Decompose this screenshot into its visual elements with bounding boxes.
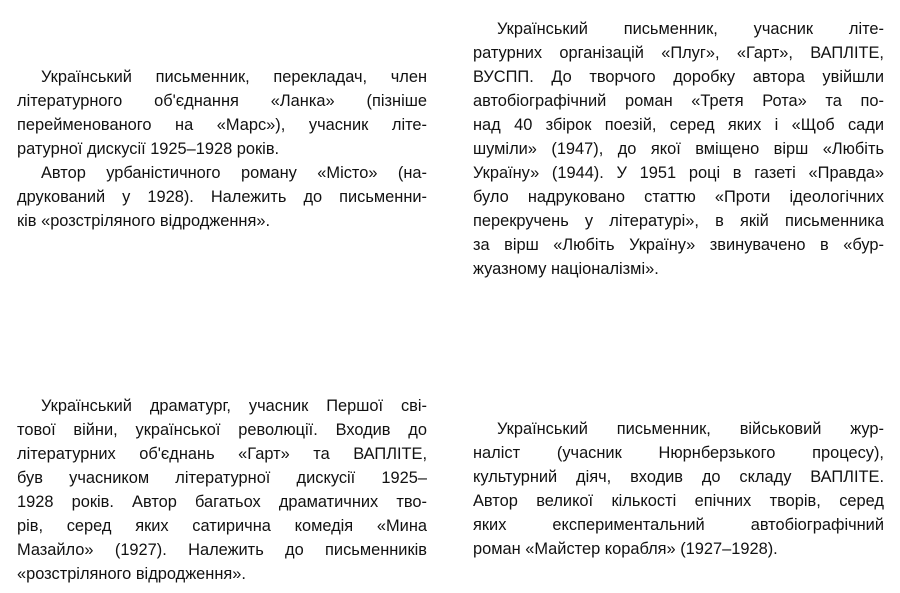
bio-line: Автор великої кількості епічних творів, серед [473,492,884,510]
bio-line: ратурних організацій «Плуг», «Гарт», ВАПЛІТЕ, [473,44,884,62]
bio-line: рів, серед яких сатирична комедія «Мина [17,517,427,535]
bio-line: Мазайло» (1927). Належить до письменників [17,541,427,559]
bio-line: Український письменник, перекладач, член [41,68,427,86]
bio-line: Український письменник, учасник літе- [497,20,884,38]
bio-line: жуазному націоналізмі». [473,260,659,278]
bio-line: над 40 збірок поезій, серед яких і «Щоб сади [473,116,884,134]
bio-line: ВУСПП. До творчого доробку автора увійшли [473,68,884,86]
bio-line: було надруковано статтю «Проти ідеологічних [473,188,884,206]
bio-line: тової війни, української революції. Входив до [17,421,427,439]
bio-line: культурний діяч, входив до складу ВАПЛІТЕ. [473,468,884,486]
bio-line: яких експериментальний автобіографічний [473,516,884,534]
bio-line: Український письменник, військовий жур- [497,420,884,438]
bio-line: Україну» (1944). У 1951 році в газеті «Правда» [473,164,884,182]
bio-line: Автор урбаністичного роману «Місто» (на- [41,164,427,182]
bio-line: автобіографічний роман «Третя Рота» та по- [473,92,884,110]
bio-line: перейменованого на «Марс»), учасник літе- [17,116,427,134]
bio-line: ків «розстріляного відродження». [17,212,270,230]
bio-line: літературного об'єднання «Ланка» (пізніше [17,92,427,110]
bio-line: 1928 років. Автор багатьох драматичних тво- [17,493,427,511]
bio-line: Український драматург, учасник Першої сві- [41,397,427,415]
bio-card-3 [17,394,427,586]
bio-line: роман «Майстер корабля» (1927–1928). [473,540,778,558]
bio-line: перекручень у літературі», в якій письменника [473,212,884,230]
bio-card-2 [473,17,884,281]
bio-line: друкований у 1928). Належить до письменни- [17,188,427,206]
bio-card-4 [473,417,884,561]
bio-line: літературних об'єднань «Гарт» та ВАПЛІТЕ, [17,445,427,463]
bio-line: був учасником літературної дискусії 1925– [17,469,427,487]
bio-line: шуміли» (1947), до якої вміщено вірш «Любіть [473,140,884,158]
bio-card-1 [17,65,427,233]
bio-line: наліст (учасник Нюрнберзького процесу), [473,444,884,462]
bio-line: ратурної дискусії 1925–1928 років. [17,140,280,158]
bio-line: за вірш «Любіть Україну» звинувачено в «бур- [473,236,884,254]
bio-line: «розстріляного відродження». [17,565,246,583]
